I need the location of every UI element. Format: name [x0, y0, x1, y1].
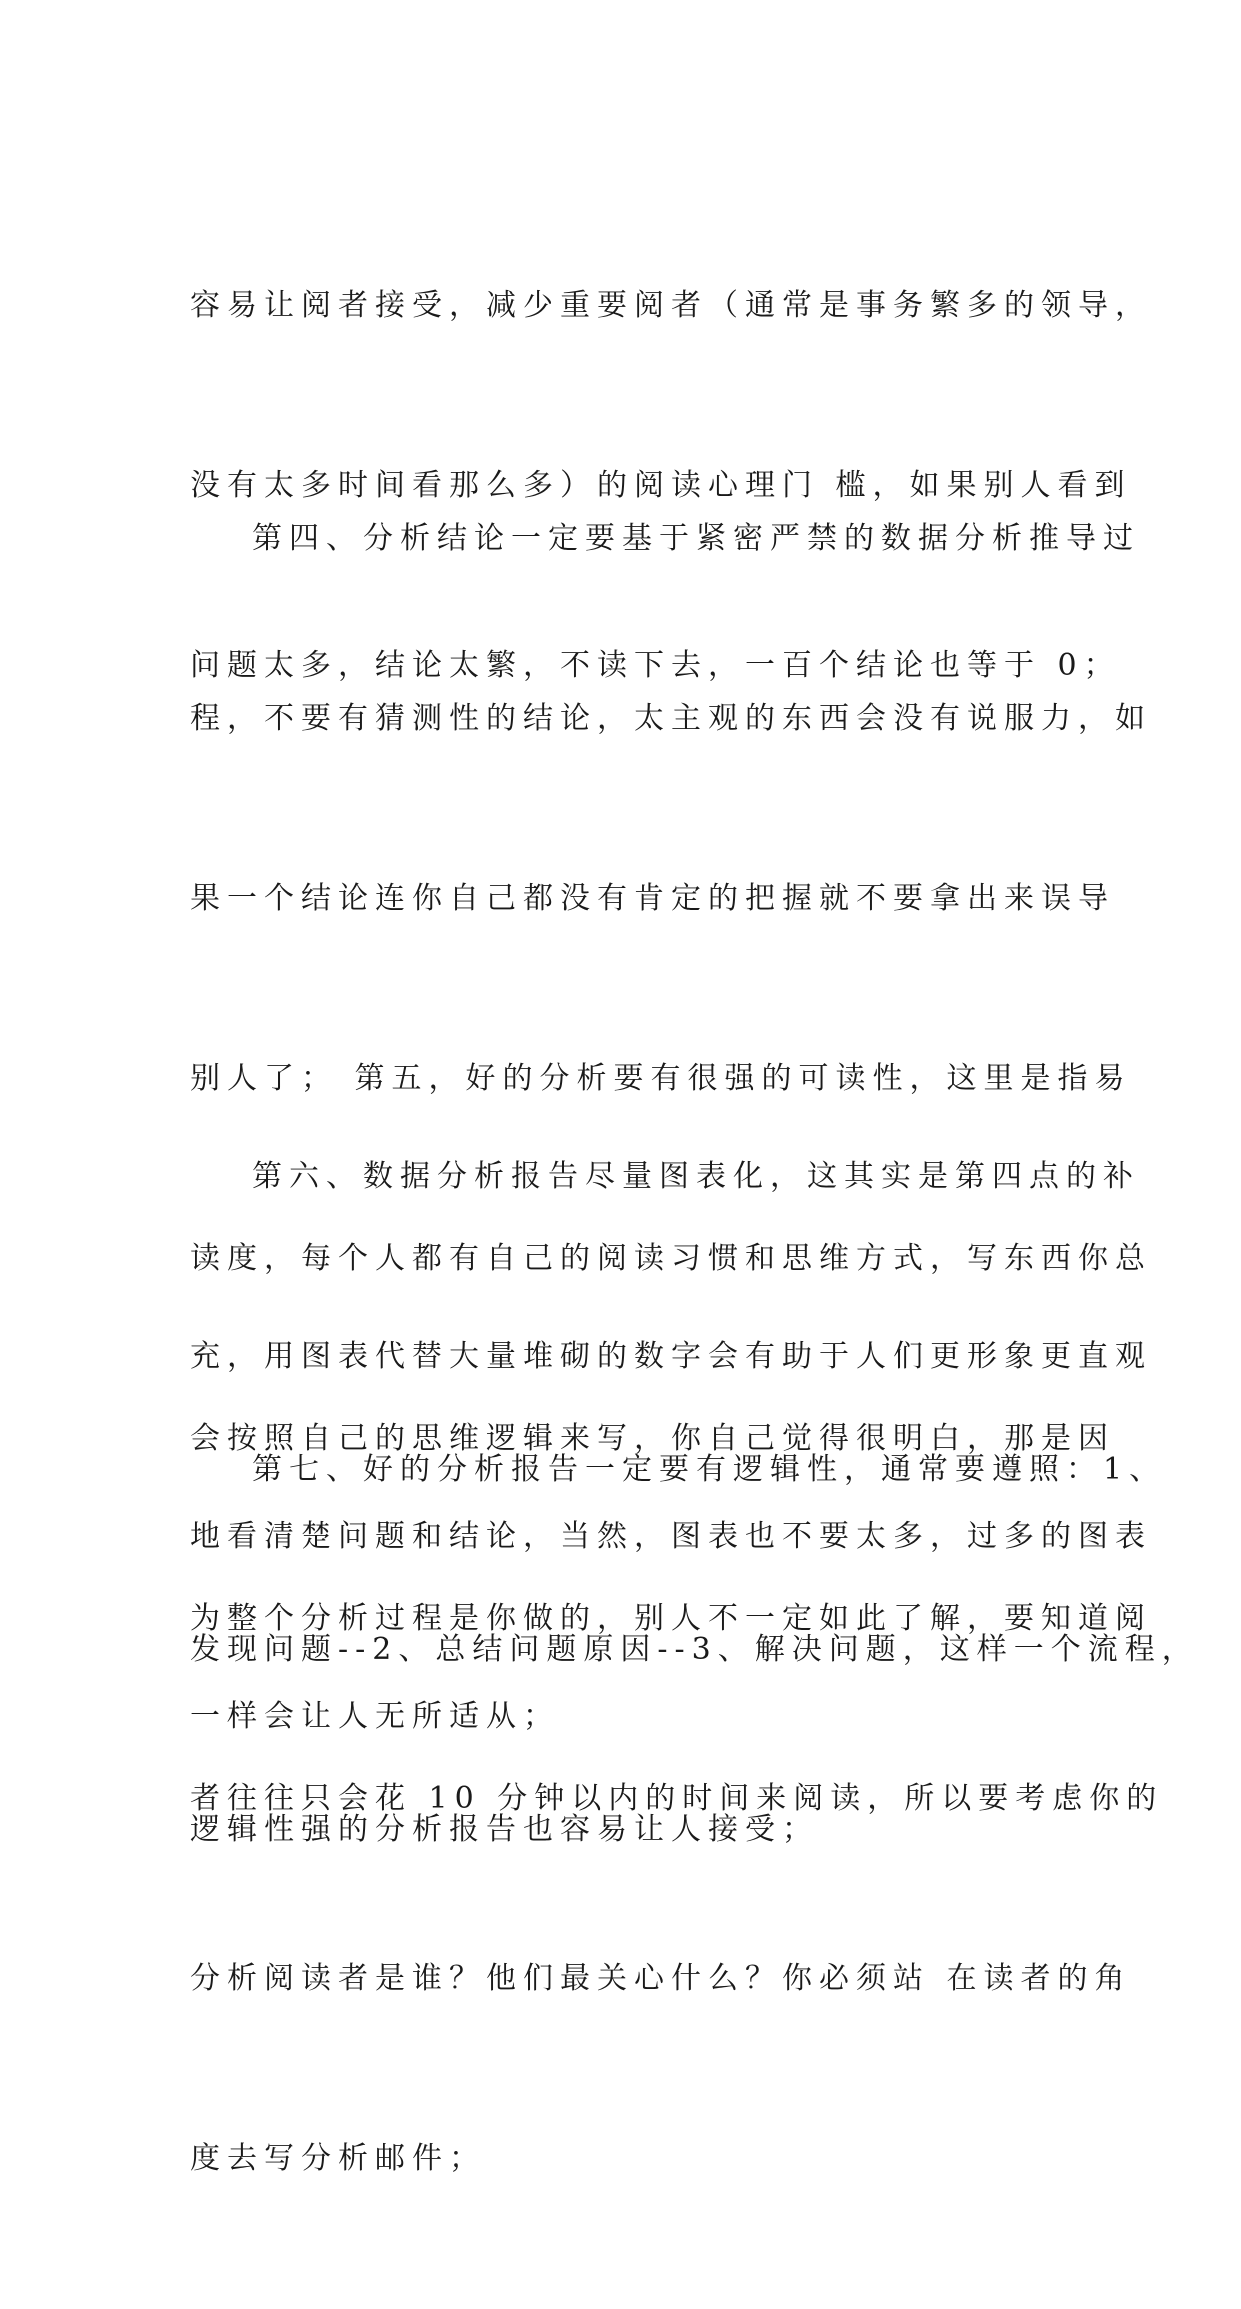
text-line: 充，用图表代替大量堆砌的数字会有助于人们更形象更直观: [190, 1339, 1152, 1374]
text-line: 别人了； 第五，好的分析要有很强的可读性，这里是指易: [190, 1061, 1132, 1096]
text-line: 读度，每个人都有自己的阅读习惯和思维方式，写东西你总: [190, 1241, 1152, 1276]
text-line: 者往往只会花 10 分钟以内的时间来阅读，所以要考虑你的: [190, 1781, 1164, 1816]
text-line: 地看清楚问题和结论，当然，图表也不要太多，过多的图表: [190, 1519, 1152, 1554]
text-line: 一样会让人无所适从；: [190, 1699, 560, 1734]
text-line: 会按照自己的思维逻辑来写，你自己觉得很明白，那是因: [190, 1421, 1115, 1456]
text-line: 第七、好的分析报告一定要有逻辑性，通常要遵照：1、: [252, 1452, 1167, 1487]
text-line: 果一个结论连你自己都没有肯定的把握就不要拿出来误导: [190, 881, 1115, 916]
text-line: 第四、分析结论一定要基于紧密严禁的数据分析推导过: [252, 521, 1140, 556]
text-line: 发现问题--2、总结问题原因--3、解决问题，这样一个流程，: [190, 1632, 1199, 1667]
text-line: 逻辑性强的分析报告也容易让人接受；: [190, 1812, 819, 1847]
text-line: 问题太多，结论太繁，不读下去，一百个结论也等于 0；: [190, 648, 1121, 683]
text-line: 第六、数据分析报告尽量图表化，这其实是第四点的补: [252, 1159, 1140, 1194]
text-line: 容易让阅者接受，减少重要阅者（通常是事务繁多的领导，: [190, 288, 1152, 323]
text-line: 分析阅读者是谁？他们最关心什么？你必须站 在读者的角: [190, 1961, 1132, 1996]
text-line: 程，不要有猜测性的结论，太主观的东西会没有说服力，如: [190, 701, 1152, 736]
text-line: 为整个分析过程是你做的，别人不一定如此了解，要知道阅: [190, 1601, 1152, 1636]
text-line: 没有太多时间看那么多）的阅读心理门 槛，如果别人看到: [190, 468, 1132, 503]
text-line: 度去写分析邮件；: [190, 2141, 486, 2176]
